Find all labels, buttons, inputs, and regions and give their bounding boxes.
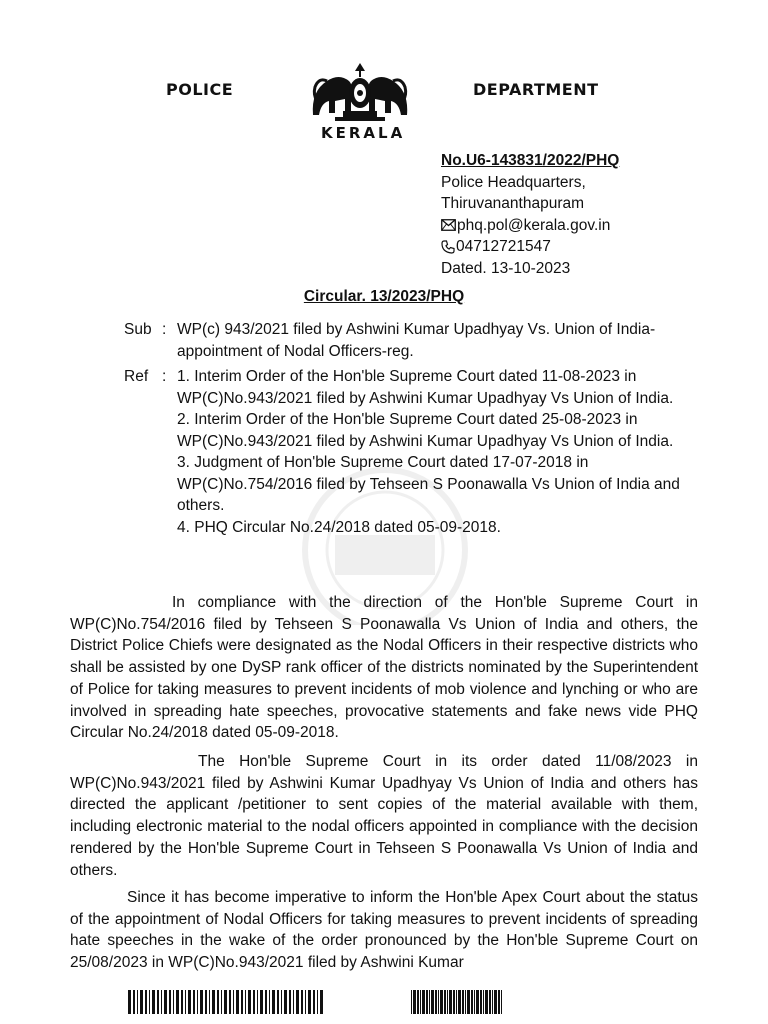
phone-number[interactable]: 04712721547: [456, 238, 551, 255]
subject-colon: :: [162, 321, 167, 338]
address-block: [441, 150, 619, 279]
email-row: [441, 215, 619, 237]
office-name: Police Headquarters,: [441, 173, 586, 191]
circular-title: Circular. 13/2023/PHQ: [303, 288, 465, 305]
state-emblem-icon: [305, 55, 415, 127]
reference-item: 1. Interim Order of the Hon'ble Supreme Court dated 11-08-2023 in WP(C)No.943/2021 filed by Ashwini Kumar Upadhyay Vs Union of India.: [177, 368, 674, 407]
reference-item: 4. PHQ Circular No.24/2018 dated 05-09-2018.: [177, 518, 501, 536]
reference-item: 2. Interim Order of the Hon'ble Supreme Court dated 25-08-2023 in WP(C)No.943/2021 filed by Ashwini Kumar Upadhyay Vs Union of India.: [177, 411, 674, 450]
phone-row: [441, 236, 619, 258]
header-police: POLICE: [166, 80, 234, 99]
body-paragraph-3: Since it has become imperative to inform the Hon'ble Apex Court about the status of the appointment of Nodal Officers for taking measures to prevent incidents of spreading hate speeches in the wake of the order pronounced by the Hon'ble Supreme Court on 25/08/2023 in WP(C)No.943/2021 filed by Ashwini Kumar: [70, 889, 698, 972]
barcode-icon: [411, 990, 503, 1014]
envelope-icon: [441, 219, 456, 231]
references-block: [124, 366, 704, 538]
references-colon: :: [162, 368, 167, 385]
office-city: Thiruvananthapuram: [441, 195, 585, 212]
subject-label: Sub: [124, 321, 152, 338]
email-address[interactable]: phq.pol@kerala.gov.in: [457, 216, 611, 234]
subject-block: [124, 319, 704, 362]
body-paragraph-1: In compliance with the direction of the Hon'ble Supreme Court in WP(C)No.754/2016 filed by Tehseen S Poonawalla Vs Union of India and others, the District Police Chiefs were designated as the Nodal Officers in their respective districts who shall be assisted by one DySP rank officer of the districts nominated by the Superintendent of Police for taking measures to prevent incidents of mob violence and lynching or who are involved in spreading hate speeches, provocative statements and fake news vide PHQ Circular No.24/2018 dated 05-09-2018.: [70, 594, 698, 742]
reference-item: 3. Judgment of Hon'ble Supreme Court dated 17-07-2018 in WP(C)No.754/2016 filed by Tehseen S Poonawalla Vs Union of India and others.: [177, 454, 680, 514]
barcode-icon: [128, 990, 324, 1014]
references-list: [177, 366, 704, 538]
body-paragraph-2: The Hon'ble Supreme Court in its order dated 11/08/2023 in WP(C)No.943/2021 filed by Ashwini Kumar Upadhyay Vs Union of India and others has directed the applicant /petitioner to sent copies of the material available with them, including electronic material to the nodal officers appointed in compliance with the decision rendered by the Hon'ble Supreme Court in Tehseen S Poonawalla Vs Union of India and others.: [70, 753, 698, 879]
header-department: DEPARTMENT: [473, 80, 599, 99]
phone-icon: [441, 240, 455, 254]
references-label: Ref: [124, 368, 149, 385]
header-state-name: KERALA: [321, 124, 406, 142]
date-line: Dated. 13-10-2023: [441, 259, 571, 277]
subject-text: WP(c) 943/2021 filed by Ashwini Kumar Upadhyay Vs. Union of India- appointment of Nodal Officers-reg.: [177, 321, 656, 360]
file-reference-number: No.U6-143831/2022/PHQ: [441, 152, 620, 169]
